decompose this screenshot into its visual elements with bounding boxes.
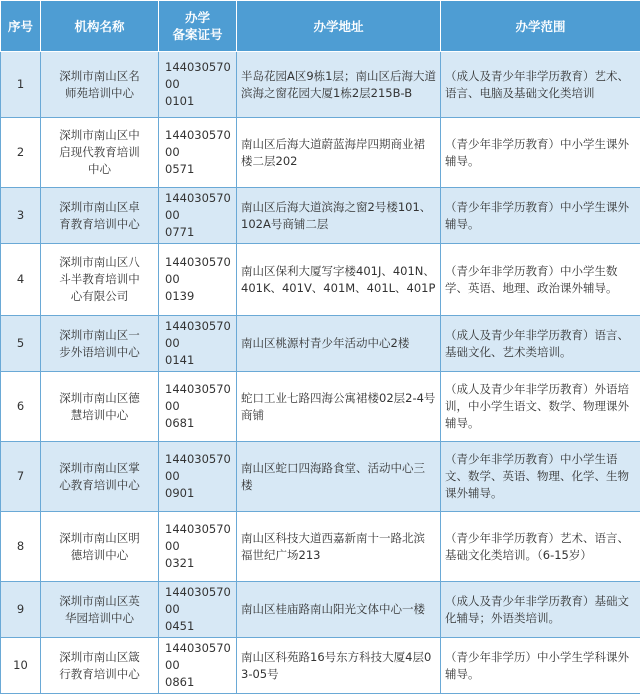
cell-scope: （青少年非学历教育）艺术、语言、基础文化类培训。（6-15岁） [441, 512, 640, 582]
cell-scope: （成人及青少年非学历教育）语言、基础文化、艺术类培训。 [441, 316, 640, 372]
cell-no: 8 [1, 512, 41, 582]
table-row [1, 582, 640, 638]
cell-cert: 14403057000 0321 [159, 512, 237, 582]
cell-no: 7 [1, 442, 41, 512]
header-name: 机构名称 [41, 1, 159, 52]
table-row [1, 118, 640, 188]
cell-no: 9 [1, 582, 41, 638]
table-row [1, 188, 640, 244]
header-scope: 办学范围 [441, 1, 640, 52]
cell-name: 深圳市南山区中 启现代教育培训 中心 [41, 118, 159, 188]
cell-address: 南山区后海大道蔚蓝海岸四期商业裙楼二层202 [237, 118, 441, 188]
cell-address: 南山区科技大道西嘉新南十一路北滨福世纪广场213 [237, 512, 441, 582]
table-row [1, 52, 640, 118]
cell-address: 南山区蛇口四海路食堂、活动中心三楼 [237, 442, 441, 512]
cell-no: 2 [1, 118, 41, 188]
cell-no: 6 [1, 372, 41, 442]
table-header [1, 1, 640, 52]
cell-address: 南山区科苑路16号东方科技大厦4层03-05号 [237, 638, 441, 694]
cell-cert: 14403057000 0861 [159, 638, 237, 694]
table-row [1, 442, 640, 512]
cell-address: 南山区桃源村青少年活动中心2楼 [237, 316, 441, 372]
cell-cert: 14403057000 0901 [159, 442, 237, 512]
cell-address: 南山区桂庙路南山阳光文体中心一楼 [237, 582, 441, 638]
cell-cert: 14403057000 0571 [159, 118, 237, 188]
cell-address: 蛇口工业七路四海公寓裙楼02层2-4号商铺 [237, 372, 441, 442]
header-row [1, 1, 640, 52]
table-row [1, 512, 640, 582]
cell-cert: 14403057000 0681 [159, 372, 237, 442]
cell-scope: （青少年非学历教育）中小学生语文、数学、英语、物理、化学、生物课外辅导。 [441, 442, 640, 512]
cell-no: 3 [1, 188, 41, 244]
cell-address: 南山区保利大厦写字楼401J、401N、401K、401V、401M、401L、401P [237, 244, 441, 316]
table-row [1, 244, 640, 316]
cell-scope: （青少年非学历教育）中小学生课外辅导。 [441, 188, 640, 244]
cell-cert: 14403057000 0141 [159, 316, 237, 372]
header-address: 办学地址 [237, 1, 441, 52]
cell-name: 深圳市南山区八 斗半教育培训中 心有限公司 [41, 244, 159, 316]
cell-scope: （青少年非学历）中小学生学科课外辅导。 [441, 638, 640, 694]
cell-scope: （青少年非学历教育）中小学生数学、英语、地理、政治课外辅导。 [441, 244, 640, 316]
cell-scope: （成人及青少年非学历教育）艺术、语言、电脑及基础文化类培训 [441, 52, 640, 118]
cell-name: 深圳市南山区德 慧培训中心 [41, 372, 159, 442]
cell-cert: 14403057000 0771 [159, 188, 237, 244]
cell-scope: （成人及青少年非学历教育）外语培训，中小学生语文、数学、物理课外辅导。 [441, 372, 640, 442]
header-no: 序号 [1, 1, 41, 52]
table-row [1, 316, 640, 372]
cell-cert: 14403057000 0139 [159, 244, 237, 316]
table-row [1, 372, 640, 442]
cell-cert: 14403057000 0451 [159, 582, 237, 638]
cell-name: 深圳市南山区掌 心教育培训中心 [41, 442, 159, 512]
table-row [1, 638, 640, 694]
cell-name: 深圳市南山区明 德培训中心 [41, 512, 159, 582]
cell-name: 深圳市南山区一 步外语培训中心 [41, 316, 159, 372]
cell-no: 1 [1, 52, 41, 118]
table-body [1, 52, 640, 694]
cell-name: 深圳市南山区卓 育教育培训中心 [41, 188, 159, 244]
cell-cert: 14403057000 0101 [159, 52, 237, 118]
header-cert: 办学 备案证号 [159, 1, 237, 52]
cell-name: 深圳市南山区英 华园培训中心 [41, 582, 159, 638]
cell-no: 10 [1, 638, 41, 694]
cell-address: 南山区后海大道滨海之窗2号楼101、102A号商铺二层 [237, 188, 441, 244]
cell-address: 半岛花园A区9栋1层；南山区后海大道滨海之窗花园大厦1栋2层215B-B [237, 52, 441, 118]
cell-scope: （青少年非学历教育）中小学生课外辅导。 [441, 118, 640, 188]
cell-name: 深圳市南山区名 师苑培训中心 [41, 52, 159, 118]
cell-scope: （成人及青少年非学历教育）基础文化辅导；外语类培训。 [441, 582, 640, 638]
cell-no: 5 [1, 316, 41, 372]
cell-no: 4 [1, 244, 41, 316]
cell-name: 深圳市南山区箴 行教育培训中心 [41, 638, 159, 694]
